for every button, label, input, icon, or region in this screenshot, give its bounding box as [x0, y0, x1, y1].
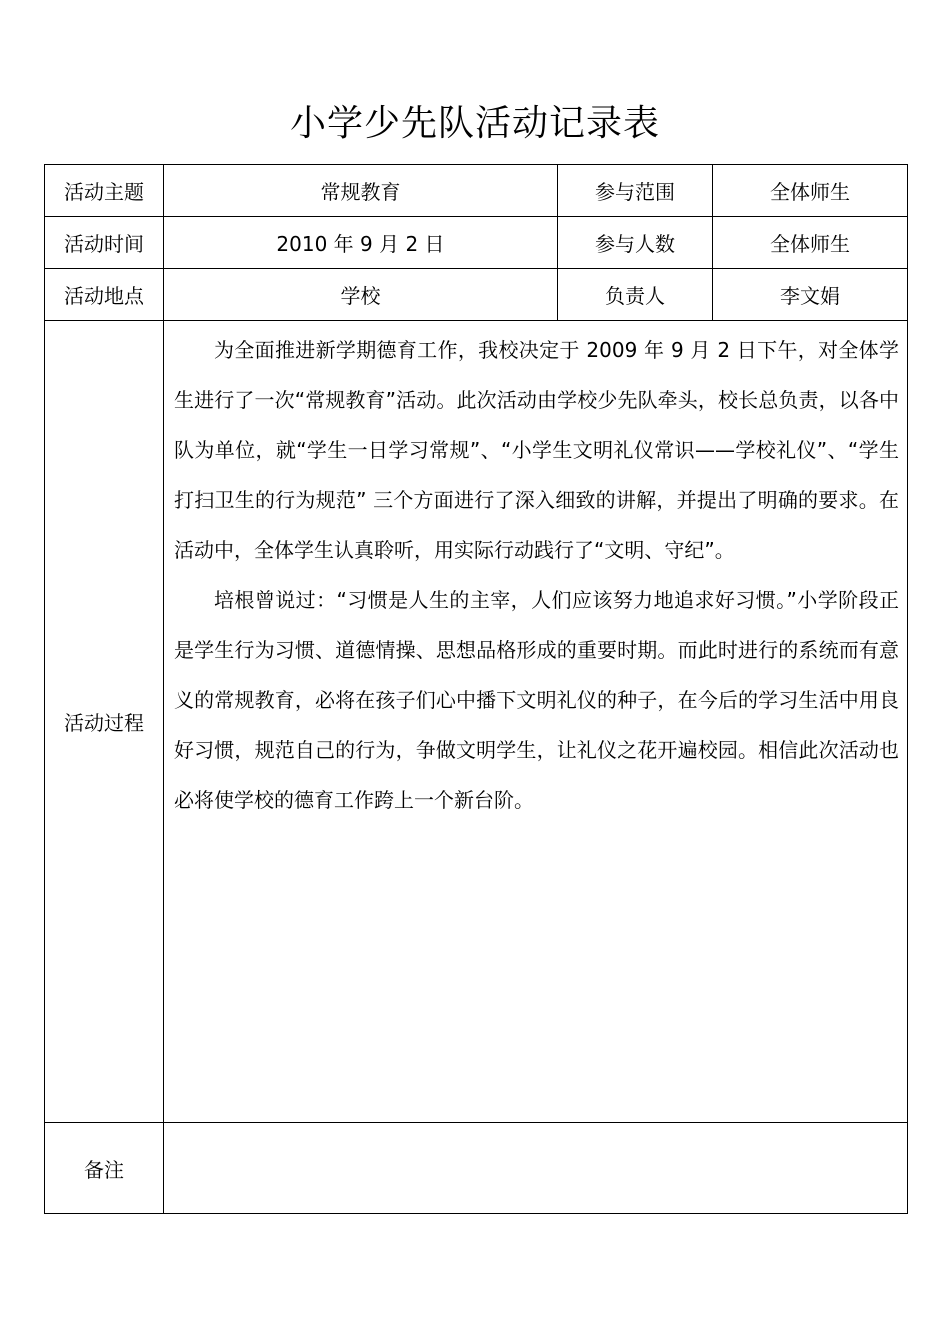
person-in-charge-value: 李文娟: [713, 269, 908, 321]
process-content: [164, 321, 908, 1123]
table-row-time: [45, 217, 908, 269]
time-value: 2010 年 9 月 2 日: [164, 217, 558, 269]
time-label: 活动时间: [45, 217, 164, 269]
page-title: 小学少先队活动记录表: [289, 103, 660, 144]
scope-value: 全体师生: [713, 165, 908, 217]
remark-label: 备注: [45, 1123, 164, 1214]
process-paragraph: 为全面推进新学期德育工作，我校决定于 2009 年 9 月 2 日下午，对全体学生进行了一次“常规教育”活动。此次活动由学校少先队牵头，校长总负责，以各中队为单位，就“学生一日学习常规”、“小学生文明礼仪常识——学校礼仪”、“学生打扫卫生的行为规范” 三个方面进行了深入细致的讲解，并提出了明确的要求。在活动中，全体学生认真聆听，用实际行动践行了“文明、守纪”。: [174, 338, 899, 562]
location-label: 活动地点: [45, 269, 164, 321]
activity-record-table: [44, 164, 908, 1214]
scope-label: 参与范围: [558, 165, 713, 217]
table-row-process: [45, 321, 908, 1123]
table-row-remark: [45, 1123, 908, 1214]
participant-count-label: 参与人数: [558, 217, 713, 269]
table-row-location: [45, 269, 908, 321]
person-in-charge-label: 负责人: [558, 269, 713, 321]
table-row-theme: [45, 165, 908, 217]
location-value: 学校: [164, 269, 558, 321]
theme-label: 活动主题: [45, 165, 164, 217]
theme-value: 常规教育: [164, 165, 558, 217]
process-paragraph: 培根曾说过：“习惯是人生的主宰，人们应该努力地追求好习惯。”小学阶段正是学生行为习惯、道德情操、思想品格形成的重要时期。而此时进行的系统而有意义的常规教育，必将在孩子们心中播下文明礼仪的种子，在今后的学习生活中用良好习惯，规范自己的行为，争做文明学生，让礼仪之花开遍校园。相信此次活动也必将使学校的德育工作跨上一个新台阶。: [174, 588, 899, 812]
remark-value: [164, 1123, 908, 1214]
participant-count-value: 全体师生: [713, 217, 908, 269]
process-label: 活动过程: [45, 321, 164, 1123]
